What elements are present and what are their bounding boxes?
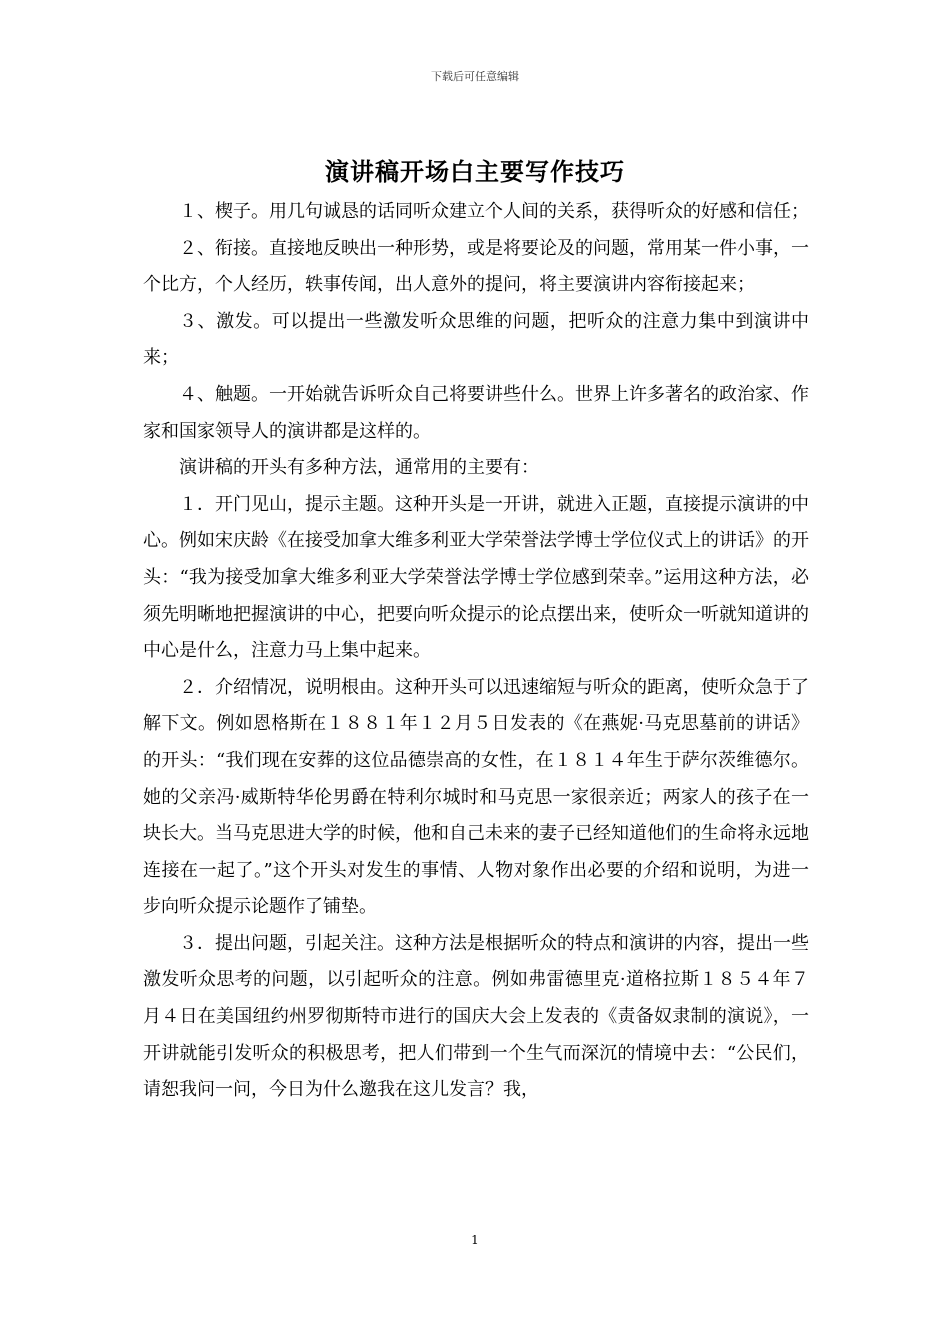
- paragraph: ２、衔接。直接地反映出一种形势，或是将要论及的问题，常用某一件小事，一个比方，个人经历，轶事传闻，出人意外的提问，将主要演讲内容衔接起来；: [143, 237, 809, 296]
- header-note: 下载后可任意编辑: [431, 70, 519, 83]
- paragraph: １、楔子。用几句诚恳的话同听众建立个人间的关系，获得听众的好感和信任；: [179, 201, 809, 222]
- paragraph: １．开门见山，提示主题。这种开头是一开讲，就进入正题，直接提示演讲的中心。例如宋庆龄《在接受加拿大维多利亚大学荣誉法学博士学位仪式上的讲话》的开头：“我为接受加拿大维多利亚大学荣誉法学博士学位感到荣幸。”运用这种方法，必须先明晰地把握演讲的中心，把要向听众提示的论点摆出来，使听众一听就知道讲的中心是什么，注意力马上集中起来。: [143, 493, 809, 662]
- paragraph: ４、触题。一开始就告诉听众自己将要讲些什么。世界上许多著名的政治家、作家和国家领导人的演讲都是这样的。: [143, 383, 809, 442]
- document-title: 演讲稿开场白主要写作技巧: [325, 157, 625, 186]
- paragraph: ３．提出问题，引起关注。这种方法是根据听众的特点和演讲的内容，提出一些激发听众思考的问题，以引起听众的注意。例如弗雷德里克·道格拉斯１８５４年７月４日在美国纽约州罗彻斯特市进行的国庆大会上发表的《责备奴隶制的演说》，一开讲就能引发听众的积极思考，把人们带到一个生气而深沉的情境中去：“公民们，请恕我问一问，今日为什么邀我在这儿发言？我，: [143, 932, 809, 1101]
- paragraph: ２．介绍情况，说明根由。这种开头可以迅速缩短与听众的距离，使听众急于了解下文。例如恩格斯在１８８１年１２月５日发表的《在燕妮·马克思墓前的讲话》的开头：“我们现在安葬的这位品德崇高的女性，在１８１４年生于萨尔茨维德尔。她的父亲冯·威斯特华伦男爵在特利尔城时和马克思一家很亲近；两家人的孩子在一块长大。当马克思进大学的时候，他和自己未来的妻子已经知道他们的生命将永远地连接在一起了。”这个开头对发生的事情、人物对象作出必要的介绍和说明，为进一步向听众提示论题作了铺垫。: [143, 676, 809, 918]
- page-number: 1: [471, 1233, 479, 1247]
- paragraph: ３、激发。可以提出一些激发听众思维的问题，把听众的注意力集中到演讲中来；: [143, 310, 809, 369]
- document-body: [143, 194, 809, 1109]
- paragraph: 演讲稿的开头有多种方法，通常用的主要有：: [179, 457, 539, 479]
